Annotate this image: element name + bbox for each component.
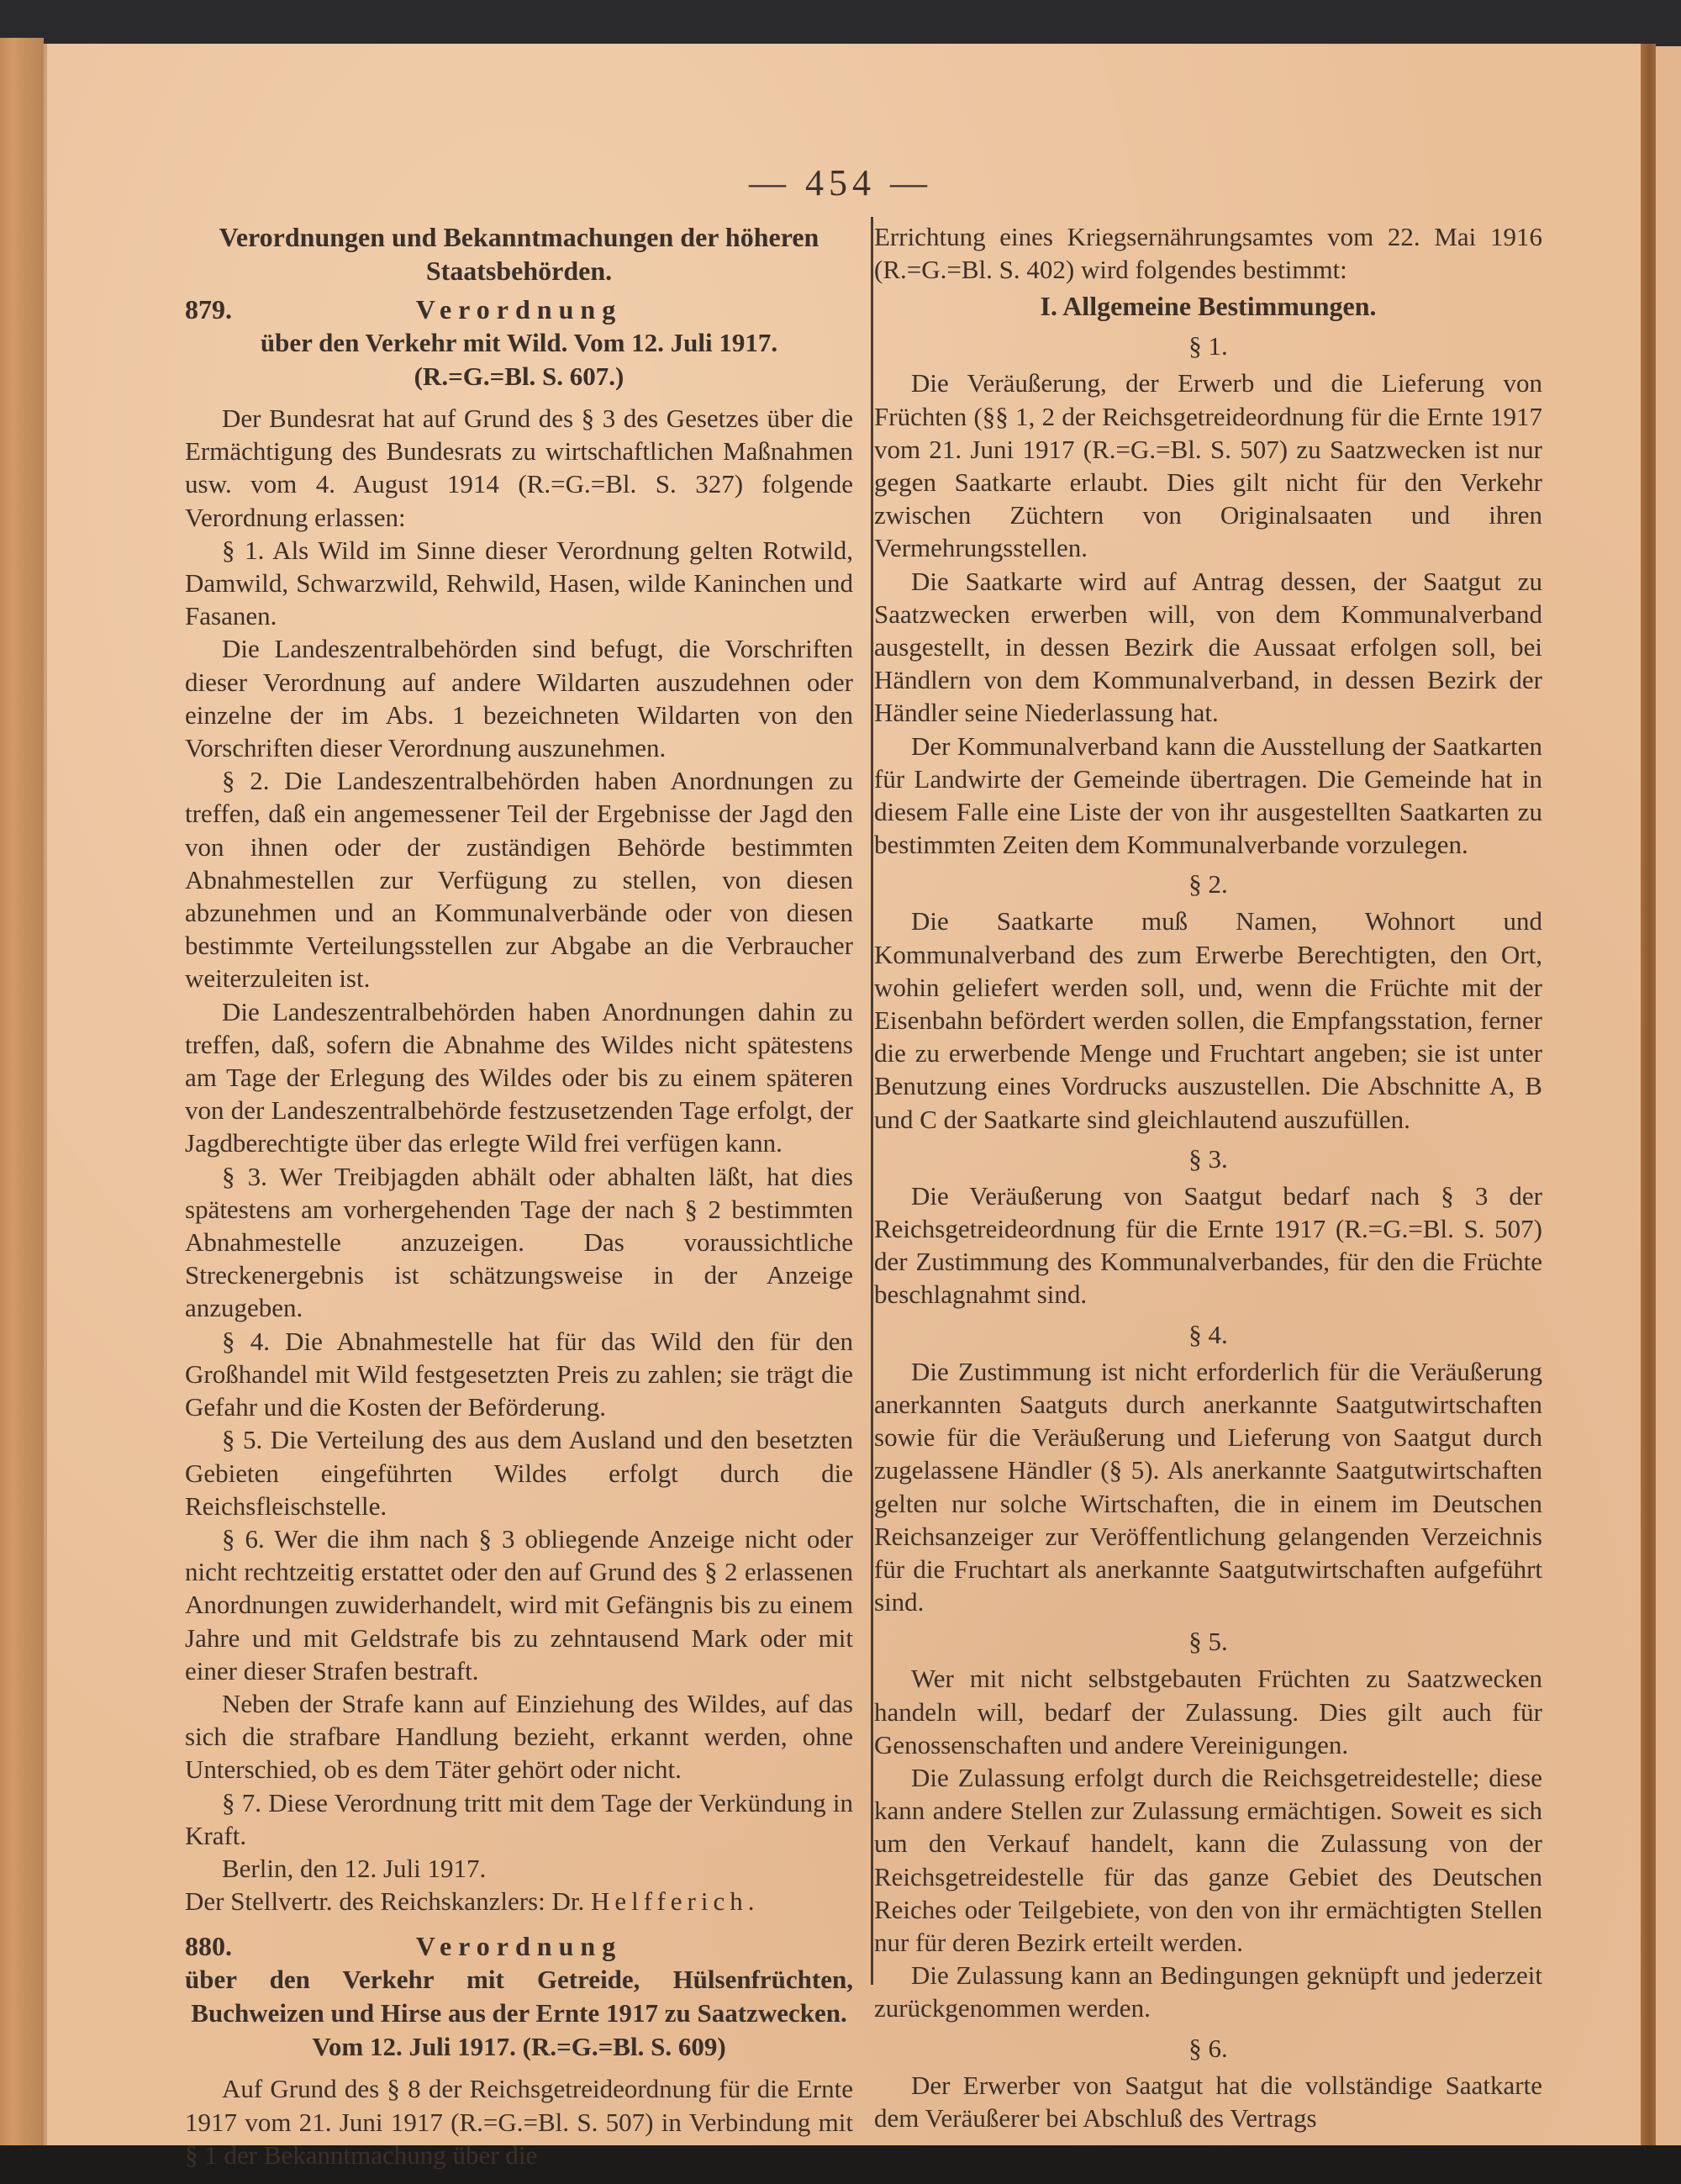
paragraph: Die Landeszentralbehörden haben Anordnungen dahin zu treffen, daß, sofern die Abnahme des Wildes nicht spätestens am Tage der Erlegung des Wildes oder bis zu einem späteren von der Landeszentralbehörde festzusetzenden Tage erfolgt, der Jagdberechtigte über das erlegte Wild frei verfügen kann. (185, 996, 853, 1158)
place-date: Berlin, den 12. Juli 1917. (222, 1853, 487, 1883)
paragraph: § 6. Wer die ihm nach § 3 obliegende Anzeige nicht oder nicht rechtzeitig erstattet oder den auf Grund des § 2 erlassenen Anordnungen zuwiderhandelt, wird mit Gefängnis bis zu einem Jahre und mit Geldstrafe bis zu zehntausend Mark oder mit einer dieser Strafen bestraft. (185, 1523, 853, 1685)
paragraph: Die Saatkarte muß Namen, Wohnort und Kommunalverband des zum Erwerbe Berechtigten, den Ort, wohin geliefert werden soll, und, wenn die Früchte mit der Eisenbahn befördert werden sollen, die Empfangsstation, ferner die zu erwerbende Menge und Fruchtart angeben; sie ist unter Benutzung eines Vordrucks auszustellen. Die Abschnitte A, B und C der Saatkarte sind gleichlautend auszufüllen. (874, 906, 1542, 1134)
paragraph: § 3. Wer Treibjagden abhält oder abhalten läßt, hat dies spätestens am vorhergehenden Tage der nach § 2 bestimmten Abnahmestelle anzuzeigen. Das voraussichtliche Streckenergebnis ist schätzungsweise in der Anzeige anzugeben. (185, 1161, 853, 1323)
paragraph: § 5. Die Verteilung des aus dem Ausland und den besetzten Gebieten eingeführten Wildes erfolgt durch die Reichsfleischstelle. (185, 1425, 853, 1521)
paragraph: Errichtung eines Kriegsernährungsamtes vom 22. Mai 1916 (R.=G.=Bl. S. 402) wird folgendes bestimmt: (874, 222, 1542, 285)
paragraph: § 2. Die Landeszentralbehörden haben Anordnungen zu treffen, daß ein angemessener Teil der Ergebnisse der Jagd den von ihnen oder der zuständigen Behörde bestimmten Abnahmestellen zur Verfügung zu stellen, von diesen abzunehmen und an Kommunalverbände oder von diesen bestimmte Verteilungsstellen zur Abgabe an die Verbraucher weiterzuleiten ist. (185, 766, 853, 994)
page-edge-shadow (44, 44, 47, 2150)
right-column (874, 220, 1542, 2134)
paragraph: Die Landeszentralbehörden sind befugt, die Vorschriften dieser Verordnung auf andere Wildarten auszudehnen oder einzelne der im Abs. 1 bezeichneten Wildarten von den Vorschriften dieser Verordnung auszunehmen. (185, 634, 853, 763)
regulation-879-subtitle: über den Verkehr mit Wild. Vom 12. Juli 1917. (260, 328, 778, 357)
section-label: § 4. (1188, 1319, 1228, 1349)
section-heading: Verordnungen und Bekanntmachungen der höheren Staatsbehörden. (219, 222, 819, 286)
paragraph: Wer mit nicht selbstgebauten Früchten zu Saatzwecken handeln will, bedarf der Zulassung. Dies gilt auch für Genossenschaften und andere Vereinigungen. (874, 1664, 1542, 1759)
paragraph: § 7. Diese Verordnung tritt mit dem Tage der Verkündung in Kraft. (185, 1787, 853, 1850)
page-number: — 454 — (749, 162, 932, 203)
signature-prefix: Der Stellvertr. des Reichskanzlers: Dr. (185, 1886, 585, 1917)
regulation-880-title (185, 1929, 853, 1963)
book-gutter (1641, 44, 1656, 2150)
paragraph: Der Erwerber von Saatgut hat die vollständige Saatkarte dem Veräußerer bei Abschluß des Vertrags (874, 2070, 1542, 2133)
paragraph: § 4. Die Abnahmestelle hat für das Wild den für den Großhandel mit Wild festgesetzten Preis zu zahlen; sie trägt die Gefahr und die Kosten der Beförderung. (185, 1326, 853, 1422)
regulation-880-subtitle: über den Verkehr mit Getreide, Hülsenfrüchten, Buchweizen und Hirse aus der Ernte 1917 zu Saatzwecken. (185, 1965, 853, 2028)
section-label: § 5. (1188, 1627, 1228, 1657)
regulation-880-citation: Vom 12. Juli 1917. (R.=G.=Bl. S. 609) (312, 2032, 726, 2062)
paragraph: Die Zulassung erfolgt durch die Reichsgetreidestelle; diese kann andere Stellen zur Zulassung ermächtigen. Soweit es sich um den Verkauf handelt, kann die Zulassung von der Reichsgetreidestelle für das ganze Gebiet des Deutschen Reiches oder Teilgebiete, von den von ihr ermächtigten Stellen nur für deren Bezirk erteilt werden. (874, 1762, 1542, 1957)
regulation-number: 880. (185, 1931, 232, 1962)
paragraph: Die Veräußerung, der Erwerb und die Lieferung von Früchten (§§ 1, 2 der Reichsgetreideordnung für die Ernte 1917 vom 21. Juni 1917 (R.=G.=Bl. S. 507) zu Saatzwecken ist nur gegen Saatkarte erlaubt. Dies gilt nicht für den Verkehr zwischen Züchtern von Originalsaaten und ihren Vermehrungsstellen. (874, 368, 1542, 563)
regulation-879-title (185, 293, 853, 326)
adjacent-page-edge (1656, 46, 1681, 2148)
signature-line (185, 1885, 853, 1918)
paragraph: Die Veräußerung von Saatgut bedarf nach § 3 der Reichsgetreideordnung für die Ernte 1917 (R.=G.=Bl. S. 507) der Zustimmung des Kommunalverbandes, für den die Früchte beschlagnahmt sind. (874, 1180, 1542, 1310)
paragraph: Die Zulassung kann an Bedingungen geknüpft und jederzeit zurückgenommen werden. (874, 1960, 1542, 2023)
paragraph: § 1. Als Wild im Sinne dieser Verordnung gelten Rotwild, Damwild, Schwarzwild, Rehwild, Hasen, wilde Kaninchen und Fasanen. (185, 535, 853, 631)
section-label: § 3. (1188, 1143, 1228, 1174)
column-divider (871, 217, 873, 1985)
paragraph: Neben der Strafe kann auf Einziehung des Wildes, auf das sich die strafbare Handlung bezieht, erkannt werden, ohne Unterschied, ob es dem Täter gehört oder nicht. (185, 1688, 853, 1785)
paragraph: Der Kommunalverband kann die Ausstellung der Saatkarten für Landwirte der Gemeinde übertragen. Die Gemeinde hat in diesem Falle eine Liste der von ihr ausgestellten Saatkarten zu bestimmten Zeiten dem Kommunalverbande vorzulegen. (874, 731, 1542, 860)
regulation-title-text: Verordnung (415, 1931, 623, 1962)
section-label: § 6. (1188, 2033, 1228, 2063)
paragraph: Die Saatkarte wird auf Antrag dessen, der Saatgut zu Saatzwecken erwerben will, von dem Kommunalverband ausgestellt, in dessen Bezirk die Aussaat erfolgen soll, bei Händlern von dem Kommunalverband, in dessen Bezirk der Händler seine Niederlassung hat. (874, 566, 1542, 728)
paragraph: Auf Grund des § 8 der Reichsgetreideordnung für die Ernte 1917 vom 21. Juni 1917 (R.=G.=Bl. S. 507) in Verbindung mit § 1 der Bekanntmachung über die (185, 2074, 853, 2170)
sections-container (874, 330, 1542, 2134)
regulation-number: 879. (185, 294, 232, 324)
signatory-name: Helfferich. (590, 1886, 760, 1917)
book-edge (0, 38, 44, 2152)
regulation-879-citation: (R.=G.=Bl. S. 607.) (414, 361, 624, 391)
section-label: § 1. (1188, 331, 1228, 361)
section-label: § 2. (1188, 869, 1228, 899)
part-heading: I. Allgemeine Bestimmungen. (1040, 291, 1377, 322)
paragraph: Der Bundesrat hat auf Grund des § 3 des Gesetzes über die Ermächtigung des Bundesrats zu wirtschaftlichen Maßnahmen usw. vom 4. August 1914 (R.=G.=Bl. S. 327) folgende Verordnung erlassen: (185, 404, 853, 532)
regulation-title-text: Verordnung (415, 294, 623, 324)
left-column (185, 220, 853, 2171)
paragraph: Die Zustimmung ist nicht erforderlich für die Veräußerung anerkannten Saatguts durch anerkannte Saatgutwirtschaften sowie für die Veräußerung und Lieferung von Saatgut durch zugelassene Händler (§ 5). Als anerkannte Saatgutwirtschaften gelten nur solche Wirtschaften, die in einem im Deutschen Reichsanzeiger zur Veröffentlichung gelangenden Verzeichnis für die Fruchtart als anerkannte Saatgutwirtschaften aufgeführt sind. (874, 1356, 1542, 1617)
